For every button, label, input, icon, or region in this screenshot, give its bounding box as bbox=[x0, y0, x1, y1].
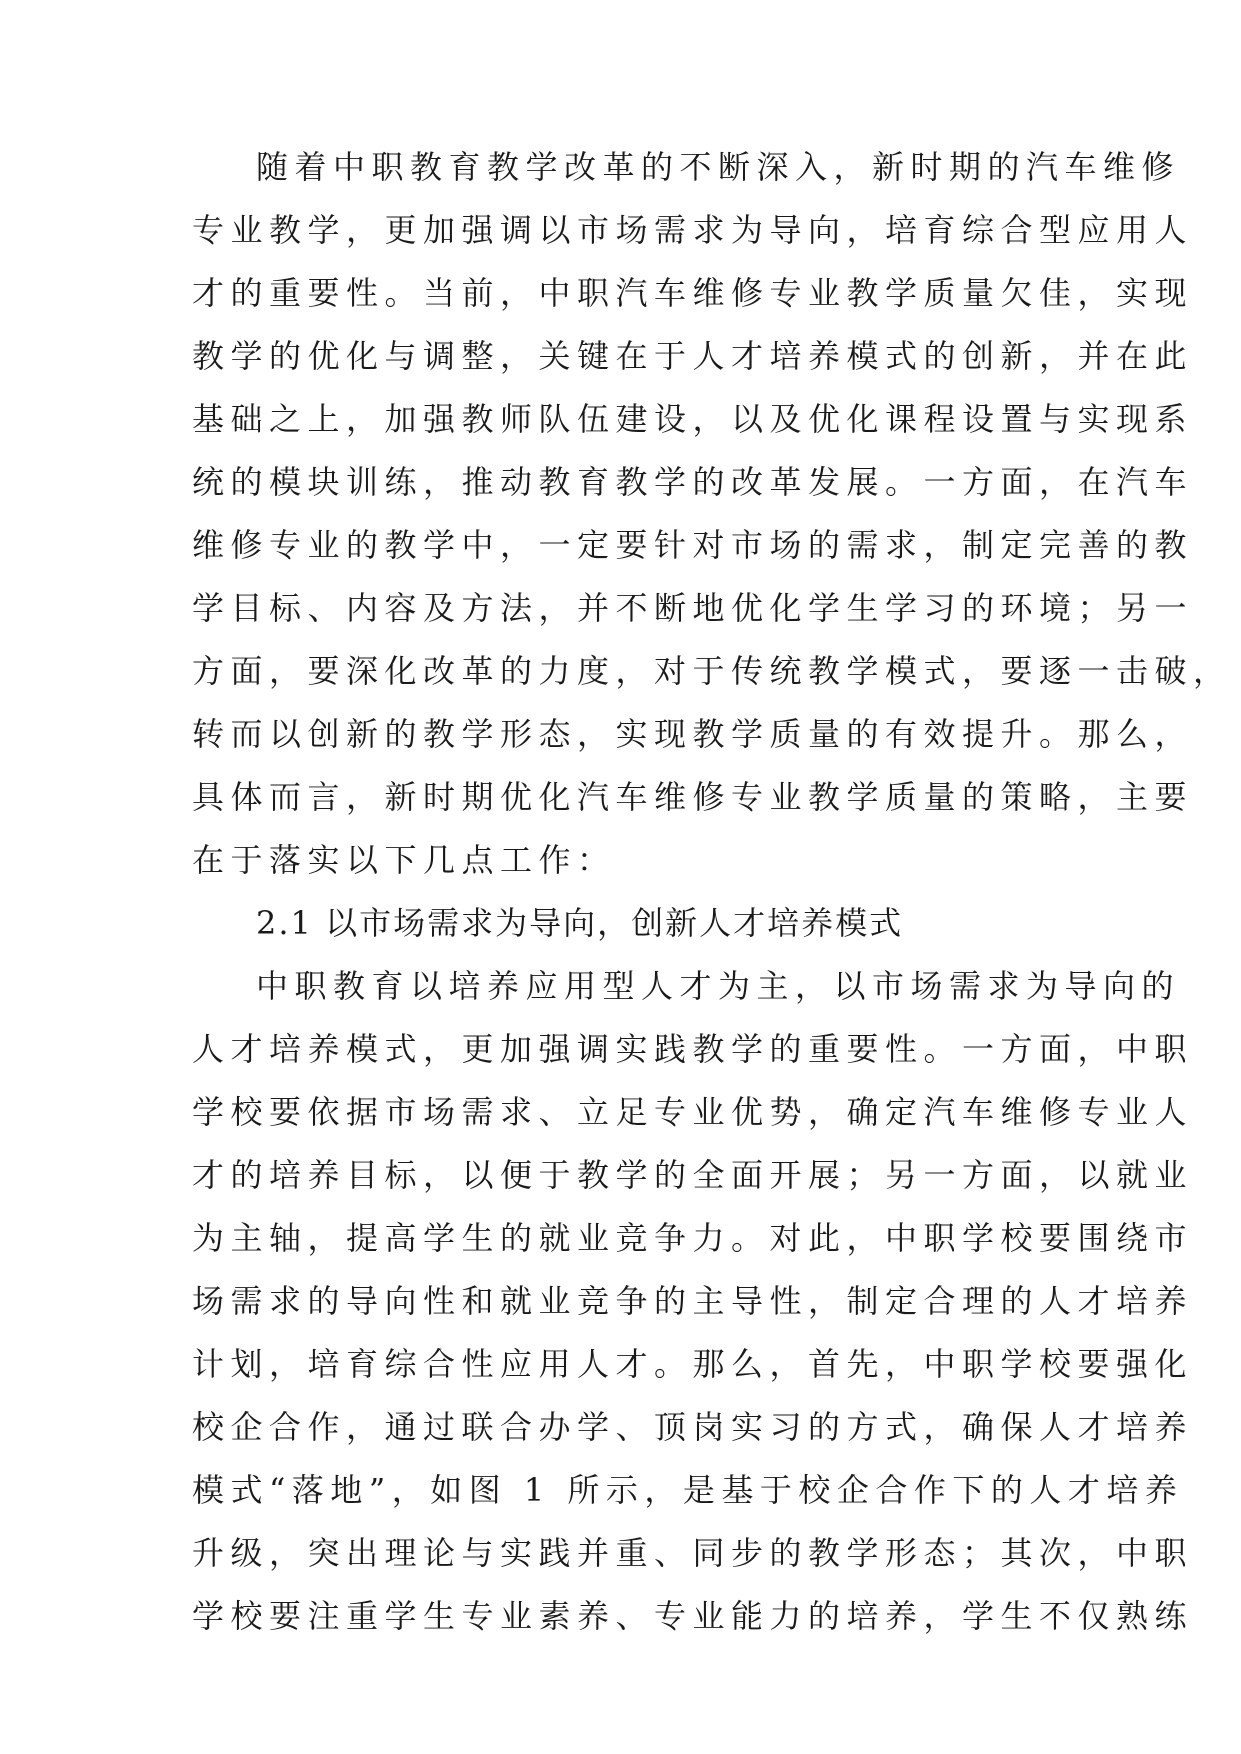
paragraph-line: 基础之上，加强教师队伍建设，以及优化课程设置与实现系 bbox=[192, 400, 1194, 438]
paragraph-line: 学校要依据市场需求、立足专业优势，确定汽车维修专业人 bbox=[192, 1093, 1194, 1131]
paragraph-line: 教学的优化与调整，关键在于人才培养模式的创新，并在此 bbox=[192, 337, 1194, 375]
paragraph-line: 维修专业的教学中，一定要针对市场的需求，制定完善的教 bbox=[192, 526, 1194, 564]
paragraph-line: 方面，要深化改革的力度，对于传统教学模式，要逐一击破， bbox=[192, 652, 1232, 690]
paragraph-line: 模式“落地”，如图 1 所示，是基于校企合作下的人才培养 bbox=[192, 1471, 1184, 1509]
paragraph-line: 学校要注重学生专业素养、专业能力的培养，学生不仅熟练 bbox=[192, 1597, 1194, 1635]
paragraph-line: 场需求的导向性和就业竞争的主导性，制定合理的人才培养 bbox=[192, 1282, 1194, 1320]
paragraph-line: 中职教育以培养应用型人才为主，以市场需求为导向的 bbox=[256, 967, 1181, 1005]
section-heading: 2.1 以市场需求为导向，创新人才培养模式 bbox=[256, 904, 904, 942]
paragraph-line: 才的重要性。当前，中职汽车维修专业教学质量欠佳，实现 bbox=[192, 274, 1194, 312]
paragraph-line: 才的培养目标，以便于教学的全面开展；另一方面，以就业 bbox=[192, 1156, 1194, 1194]
paragraph-line: 校企合作，通过联合办学、顶岗实习的方式，确保人才培养 bbox=[192, 1408, 1194, 1446]
paragraph-line: 为主轴，提高学生的就业竞争力。对此，中职学校要围绕市 bbox=[192, 1219, 1194, 1257]
paragraph-line: 统的模块训练，推动教育教学的改革发展。一方面，在汽车 bbox=[192, 463, 1194, 501]
paragraph-line: 专业教学，更加强调以市场需求为导向，培育综合型应用人 bbox=[192, 211, 1194, 249]
paragraph-line: 计划，培育综合性应用人才。那么，首先，中职学校要强化 bbox=[192, 1345, 1194, 1383]
paragraph-line: 在于落实以下几点工作： bbox=[192, 841, 616, 879]
paragraph-line: 学目标、内容及方法，并不断地优化学生学习的环境；另一 bbox=[192, 589, 1194, 627]
paragraph-line: 具体而言，新时期优化汽车维修专业教学质量的策略，主要 bbox=[192, 778, 1194, 816]
paragraph-line: 升级，突出理论与实践并重、同步的教学形态；其次，中职 bbox=[192, 1534, 1194, 1572]
paragraph-line: 随着中职教育教学改革的不断深入，新时期的汽车维修 bbox=[256, 148, 1181, 186]
paragraph-line: 转而以创新的教学形态，实现教学质量的有效提升。那么， bbox=[192, 715, 1194, 753]
paragraph-line: 人才培养模式，更加强调实践教学的重要性。一方面，中职 bbox=[192, 1030, 1194, 1068]
